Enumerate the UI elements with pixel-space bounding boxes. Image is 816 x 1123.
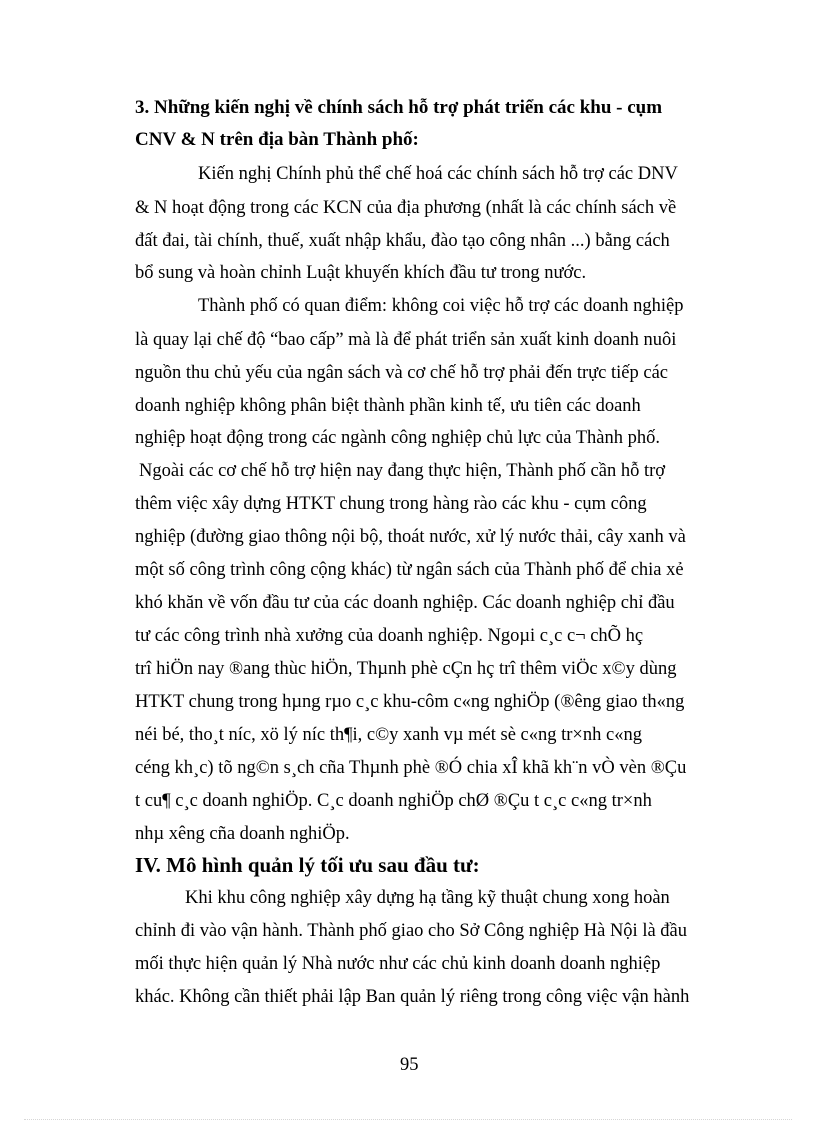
paragraph-line: Ngoài các cơ chế hỗ trợ hiện nay đang thực hiện, Thành phố cần hỗ trợ <box>139 461 666 481</box>
paragraph-line: một số công trình công cộng khác) từ ngân sách của Thành phố để chia xẻ <box>135 560 684 580</box>
page-number: 95 <box>400 1055 419 1075</box>
section-heading-line: CNV & N trên địa bàn Thành phố: <box>135 129 419 150</box>
paragraph-line: thêm việc xây dựng HTKT chung trong hàng rào các khu - cụm công <box>135 494 647 514</box>
section-heading: IV. Mô hình quản lý tối ưu sau đầu tư: <box>135 853 480 877</box>
paragraph-line: HTKT chung trong hµng rµo c¸c khu-côm c«ng nghiÖp (®êng giao th«ng <box>135 692 685 712</box>
section-heading-line: 3. Những kiến nghị về chính sách hỗ trợ phát triển các khu - cụm <box>135 97 663 118</box>
paragraph-line: khác. Không cần thiết phải lập Ban quản lý riêng trong công việc vận hành <box>135 987 690 1007</box>
page-bottom-rule <box>24 1119 792 1120</box>
paragraph-line: Kiến nghị Chính phủ thể chế hoá các chính sách hỗ trợ các DNV <box>198 164 678 184</box>
paragraph-line: néi bé, tho¸t níc, xö lý níc th¶i, c©y xanh vµ mét sè c«ng tr×nh c«ng <box>135 725 642 745</box>
paragraph-line: là quay lại chế độ “bao cấp” mà là để phát triển sản xuất kinh doanh nuôi <box>135 330 677 350</box>
paragraph-line: Khi khu công nghiệp xây dựng hạ tầng kỹ thuật chung xong hoàn <box>185 888 670 908</box>
paragraph-line: céng kh¸c) tõ ng©n s¸ch cña Thµnh phè ®Ó chia xÎ khã kh¨n vÒ vèn ®Çu <box>135 758 687 778</box>
paragraph-line: tư các công trình nhà xưởng của doanh nghiệp. Ngoµi c¸c c¬ chÕ hç <box>135 626 644 646</box>
paragraph-line: khó khăn về vốn đầu tư của các doanh nghiệp. Các doanh nghiệp chỉ đầu <box>135 593 675 613</box>
paragraph-line: nguồn thu chủ yếu của ngân sách và cơ chế hỗ trợ phải đến trực tiếp các <box>135 363 669 383</box>
paragraph-line: nghiệp hoạt động trong các ngành công nghiệp chủ lực của Thành phố. <box>135 428 660 448</box>
paragraph-line: doanh nghiệp không phân biệt thành phần kinh tế, ưu tiên các doanh <box>135 396 641 416</box>
paragraph-line: mối thực hiện quản lý Nhà nước như các chủ kinh doanh doanh nghiệp <box>135 954 661 974</box>
paragraph-line: Thành phố có quan điểm: không coi việc hỗ trợ các doanh nghiệp <box>198 296 684 316</box>
paragraph-line: trî hiÖn nay ®ang thùc hiÖn, Thµnh phè cÇn hç trî thêm viÖc x©y dùng <box>135 659 677 679</box>
paragraph-line: nghiệp (đường giao thông nội bộ, thoát nước, xử lý nước thải, cây xanh và <box>135 527 686 547</box>
paragraph-line: & N hoạt động trong các KCN của địa phương (nhất là các chính sách về <box>135 198 677 218</box>
paragraph-line: chỉnh đi vào vận hành. Thành phố giao cho Sở Công nghiệp Hà Nội là đầu <box>135 921 688 941</box>
paragraph-line: đất đai, tài chính, thuế, xuất nhập khẩu, đào tạo công nhân ...) bằng cách <box>135 231 670 251</box>
paragraph-line: nhµ xêng cña doanh nghiÖp. <box>135 824 350 844</box>
paragraph-line: t cu¶ c¸c doanh nghiÖp. C¸c doanh nghiÖp chØ ®Çu t c¸c c«ng tr×nh <box>135 791 652 811</box>
paragraph-line: bổ sung và hoàn chỉnh Luật khuyến khích đầu tư trong nước. <box>135 263 587 283</box>
